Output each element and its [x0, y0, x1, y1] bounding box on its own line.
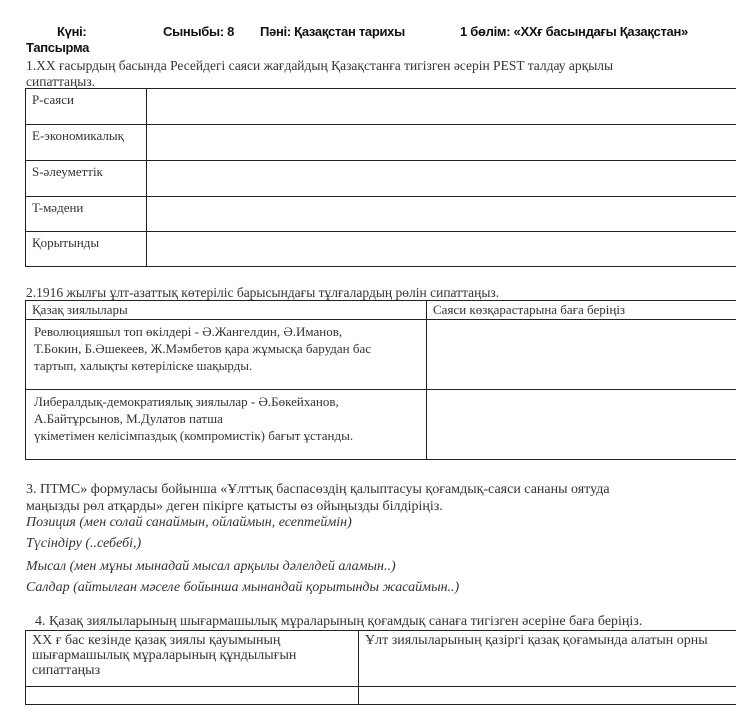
- figures-cell: [26, 320, 427, 390]
- date-label: Күні:: [57, 24, 87, 39]
- q3-explain: Түсіндіру (..себебі,): [26, 536, 142, 551]
- q3-position: Позиция (мен солай санаймын, ойлаймын, есептеймін): [26, 515, 352, 530]
- table-row: [26, 197, 736, 232]
- cell-line: сипаттаңыз: [32, 663, 101, 678]
- cell-line: Революцияшыл топ өкілдері - Ә.Жангелдин, Ә.Иманов,: [34, 324, 343, 339]
- legacy-col1-header: [26, 631, 359, 687]
- table-row: [26, 161, 736, 197]
- table-row: [26, 301, 736, 320]
- table-row: [26, 232, 736, 267]
- task-title: Тапсырма: [26, 40, 90, 55]
- table-row: [26, 390, 736, 460]
- pest-row-label: E-экономикалық: [26, 125, 147, 161]
- class-label: Сыныбы: 8: [163, 24, 235, 39]
- q2-text: 2.1916 жылғы ұлт-азаттық көтеріліс барысындағы тұлғалардың рөлін сипаттаңыз.: [26, 285, 500, 300]
- q4-text: 4. Қазақ зиялыларының шығармашылық мұраларының қоғамдық санаға тигізген әсеріне баға беріңіз.: [35, 614, 643, 629]
- cell-line: ХХ ғ бас кезінде қазақ зиялы қауымының: [32, 633, 281, 648]
- answer-cell[interactable]: [147, 232, 736, 267]
- cell-line: шығармашылық мұраларының құндылығын: [32, 648, 297, 663]
- cell-line: тартып, халықты көтеріліске шақырды.: [34, 358, 253, 373]
- column-header: Қазақ зиялылары: [26, 301, 427, 320]
- answer-cell[interactable]: [359, 687, 736, 705]
- column-header: Саяси көзқарастарына баға беріңіз: [427, 301, 736, 320]
- table-row: [26, 320, 736, 390]
- table-row: [26, 687, 736, 705]
- answer-cell[interactable]: [147, 89, 736, 125]
- cell-line: Т.Бокин, Б.Әшекеев, Ж.Мәмбетов қара жұмысқа барудан бас: [34, 341, 371, 356]
- table-row: [26, 631, 736, 687]
- legacy-table: [25, 630, 736, 705]
- answer-cell[interactable]: [427, 320, 736, 390]
- legacy-col2-header: Ұлт зиялыларының қазіргі қазақ қоғамында алатын орны: [359, 631, 736, 687]
- answer-cell[interactable]: [147, 125, 736, 161]
- q3-text-line1: 3. ПТМС» формуласы бойынша «Ұлттық баспасөздің қалыптасуы қоғамдық-саяси сананы оятуда: [26, 482, 610, 497]
- q1-text-line1: 1.ХХ ғасырдың басында Ресейдегі саяси жағдайдың Қазақстанға тигізген әсерін PEST талдау арқылы: [26, 58, 614, 73]
- figures-cell: [26, 390, 427, 460]
- q3-example: Мысал (мен мұны мынадай мысал арқылы дәлелдей аламын..): [26, 559, 396, 574]
- table-row: [26, 125, 736, 161]
- figures-table: [25, 300, 736, 460]
- pest-row-label: Қорытынды: [26, 232, 147, 267]
- cell-line: үкіметімен келісімпаздық (компромистік) бағыт ұстанды.: [34, 428, 354, 443]
- answer-cell[interactable]: [26, 687, 359, 705]
- q3-result: Салдар (айтылған мәселе бойынша мынандай қорытынды жасаймын..): [26, 580, 460, 595]
- pest-row-label: S-әлеуметтік: [26, 161, 147, 197]
- answer-cell[interactable]: [147, 161, 736, 197]
- subject-label: Пәні: Қазақстан тарихы: [260, 24, 405, 39]
- answer-cell[interactable]: [427, 390, 736, 460]
- q1-text-line2: сипаттаңыз.: [26, 74, 96, 89]
- answer-cell[interactable]: [147, 197, 736, 232]
- pest-row-label: T-мәдени: [26, 197, 147, 232]
- q3-text-line2: маңызды рөл атқарды» деген пікірге қатысты өз ойыңызды білдіріңіз.: [26, 499, 443, 514]
- pest-row-label: P-саяси: [26, 89, 147, 125]
- cell-line: Либералдық-демократиялық зиялылар - Ә.Бөкейханов,: [34, 394, 339, 409]
- section-label: 1 бөлім: «ХХғ басындағы Қазақстан»: [460, 24, 688, 39]
- cell-line: А.Байтұрсынов, М.Дулатов патша: [34, 411, 223, 426]
- table-row: [26, 89, 736, 125]
- pest-table: [25, 88, 736, 267]
